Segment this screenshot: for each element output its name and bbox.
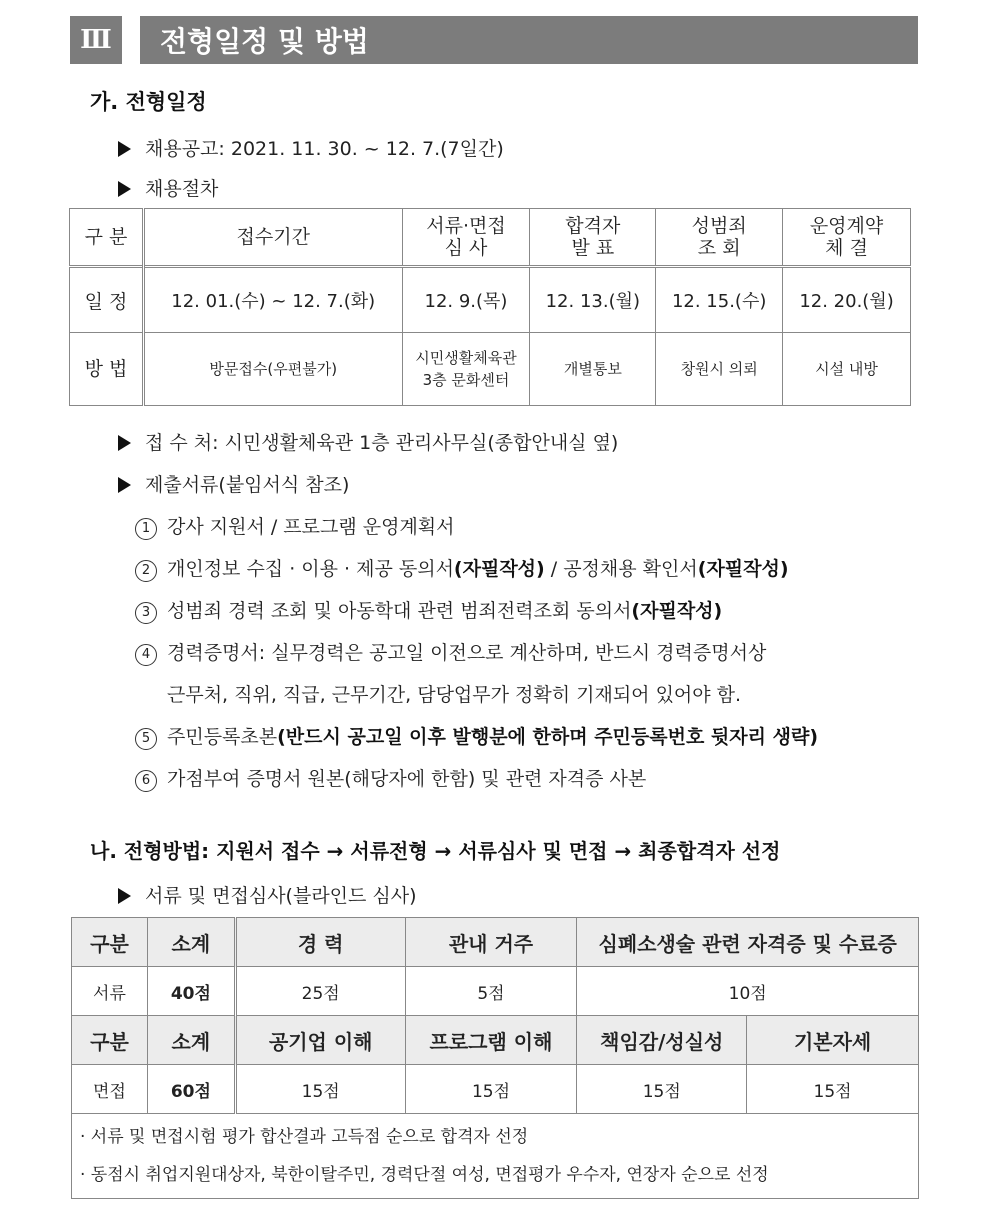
doc-item-1: [135, 512, 455, 540]
row-label-method: 방 법: [70, 333, 144, 406]
circled-number-icon: 4: [135, 644, 157, 666]
cell-score: 15점: [405, 1065, 577, 1114]
doc-bold-text: (자필작성): [631, 600, 723, 622]
part-a-heading: 가. 전형일정: [90, 90, 207, 114]
doc-bold-text: (자필작성): [697, 558, 789, 580]
bullet-reception: [118, 428, 618, 455]
cell-method: 시민생활체육관 3층 문화센터: [402, 333, 530, 406]
th-category: 구 분: [70, 209, 144, 267]
doc-item-6: [135, 764, 646, 792]
circled-number-icon: 5: [135, 728, 157, 750]
th-responsibility: 책임감/성실성: [577, 1016, 747, 1065]
bullet-text: 채용공고: 2021. 11. 30. ~ 12. 7.(7일간): [145, 138, 504, 160]
bullet-text: 채용절차: [145, 178, 219, 200]
section-number: Ⅲ: [70, 16, 122, 64]
bullet-text: 서류 및 면접심사(블라인드 심사): [145, 885, 417, 907]
doc-bold-text: (자필작성): [453, 558, 545, 580]
doc-text: 주민등록초본: [167, 726, 278, 748]
triangle-bullet-icon: [118, 477, 131, 493]
part-b-heading: 나. 전형방법: 지원서 접수 → 서류전형 → 서류심사 및 면접 → 최종합격자 선정: [90, 839, 781, 863]
doc-text: 경력증명서: 실무경력은 공고일 이전으로 계산하며, 반드시 경력증명서상: [167, 642, 767, 664]
note-line: · 서류 및 면접시험 평가 합산결과 고득점 순으로 합격자 선정: [80, 1127, 529, 1147]
section-title: [140, 16, 918, 64]
th-career: 경 력: [235, 918, 405, 967]
triangle-bullet-icon: [118, 181, 131, 197]
circled-number-icon: 3: [135, 602, 157, 624]
row-label-schedule: 일 정: [70, 267, 144, 333]
doc-bold-text: (반드시 공고일 이후 발행분에 한하며 주민등록번호 뒷자리 생략): [277, 726, 819, 748]
cell-document-label: 서류: [72, 967, 148, 1016]
th-document-interview: 서류·면접 심 사: [402, 209, 530, 267]
doc-text: / 공정채용 확인서: [544, 558, 698, 580]
cell-score: 15점: [577, 1065, 747, 1114]
doc-item-3: [135, 596, 722, 624]
doc-item-5: [135, 722, 818, 750]
cell-date: 12. 9.(목): [402, 267, 530, 333]
th-residence: 관내 거주: [405, 918, 577, 967]
cell-date: 12. 20.(월): [783, 267, 911, 333]
th-category: 구분: [72, 918, 148, 967]
cell-method: 방문접수(우편불가): [143, 333, 402, 406]
triangle-bullet-icon: [118, 888, 131, 904]
th-cpr-cert: 심폐소생술 관련 자격증 및 수료증: [577, 918, 919, 967]
evaluation-table: [71, 917, 919, 1199]
bullet-evaluation: [118, 881, 417, 908]
cell-interview-label: 면접: [72, 1065, 148, 1114]
doc-text: 성범죄 경력 조회 및 아동학대 관련 범죄전력조회 동의서: [167, 600, 632, 622]
th-public-enterprise: 공기업 이해: [235, 1016, 405, 1065]
doc-text: 개인정보 수집 · 이용 · 제공 동의서: [167, 558, 454, 580]
th-subtotal: 소계: [147, 1016, 235, 1065]
circled-number-icon: 1: [135, 518, 157, 540]
bullet-recruit-procedure: [118, 174, 218, 201]
th-category: 구분: [72, 1016, 148, 1065]
doc-text: 가점부여 증명서 원본(해당자에 한함) 및 관련 자격증 사본: [167, 768, 647, 790]
cell-date: 12. 01.(수) ~ 12. 7.(화): [143, 267, 402, 333]
th-subtotal: 소계: [147, 918, 235, 967]
cell-score: 5점: [405, 967, 577, 1016]
th-announcement: 합격자 발 표: [530, 209, 656, 267]
th-sex-crime-check: 성범죄 조 회: [656, 209, 783, 267]
cell-interview-subtotal: 60점: [147, 1065, 235, 1114]
bullet-text: 제출서류(붙임서식 참조): [145, 474, 350, 496]
cell-score: 15점: [235, 1065, 405, 1114]
cell-document-subtotal: 40점: [147, 967, 235, 1016]
doc-item-4-cont: 근무처, 직위, 직급, 근무기간, 담당업무가 정확히 기재되어 있어야 함.: [167, 684, 742, 706]
circled-number-icon: 2: [135, 560, 157, 582]
doc-item-4: [135, 638, 766, 666]
cell-method: 개별통보: [530, 333, 656, 406]
section-title-text: 전형일정 및 방법: [160, 25, 369, 58]
cell-score: 15점: [747, 1065, 919, 1114]
cell-date: 12. 13.(월): [530, 267, 656, 333]
schedule-table: [69, 208, 911, 406]
circled-number-icon: 6: [135, 770, 157, 792]
doc-item-2: [135, 554, 789, 582]
triangle-bullet-icon: [118, 141, 131, 157]
th-attitude: 기본자세: [747, 1016, 919, 1065]
notes-cell: [72, 1114, 919, 1199]
th-contract: 운영계약 체 결: [783, 209, 911, 267]
cell-score: 25점: [235, 967, 405, 1016]
note-line: · 동점시 취업지원대상자, 북한이탈주민, 경력단절 여성, 면접평가 우수자, 연장자 순으로 선정: [80, 1165, 769, 1185]
th-program: 프로그램 이해: [405, 1016, 577, 1065]
cell-score: 10점: [577, 967, 919, 1016]
triangle-bullet-icon: [118, 435, 131, 451]
th-application-period: 접수기간: [143, 209, 402, 267]
cell-method: 시설 내방: [783, 333, 911, 406]
cell-date: 12. 15.(수): [656, 267, 783, 333]
bullet-text: 접 수 처: 시민생활체육관 1층 관리사무실(종합안내실 옆): [145, 432, 619, 454]
bullet-recruit-notice: [118, 134, 504, 161]
doc-text: 강사 지원서 / 프로그램 운영계획서: [167, 516, 455, 538]
cell-method: 창원시 의뢰: [656, 333, 783, 406]
bullet-documents: [118, 470, 349, 497]
